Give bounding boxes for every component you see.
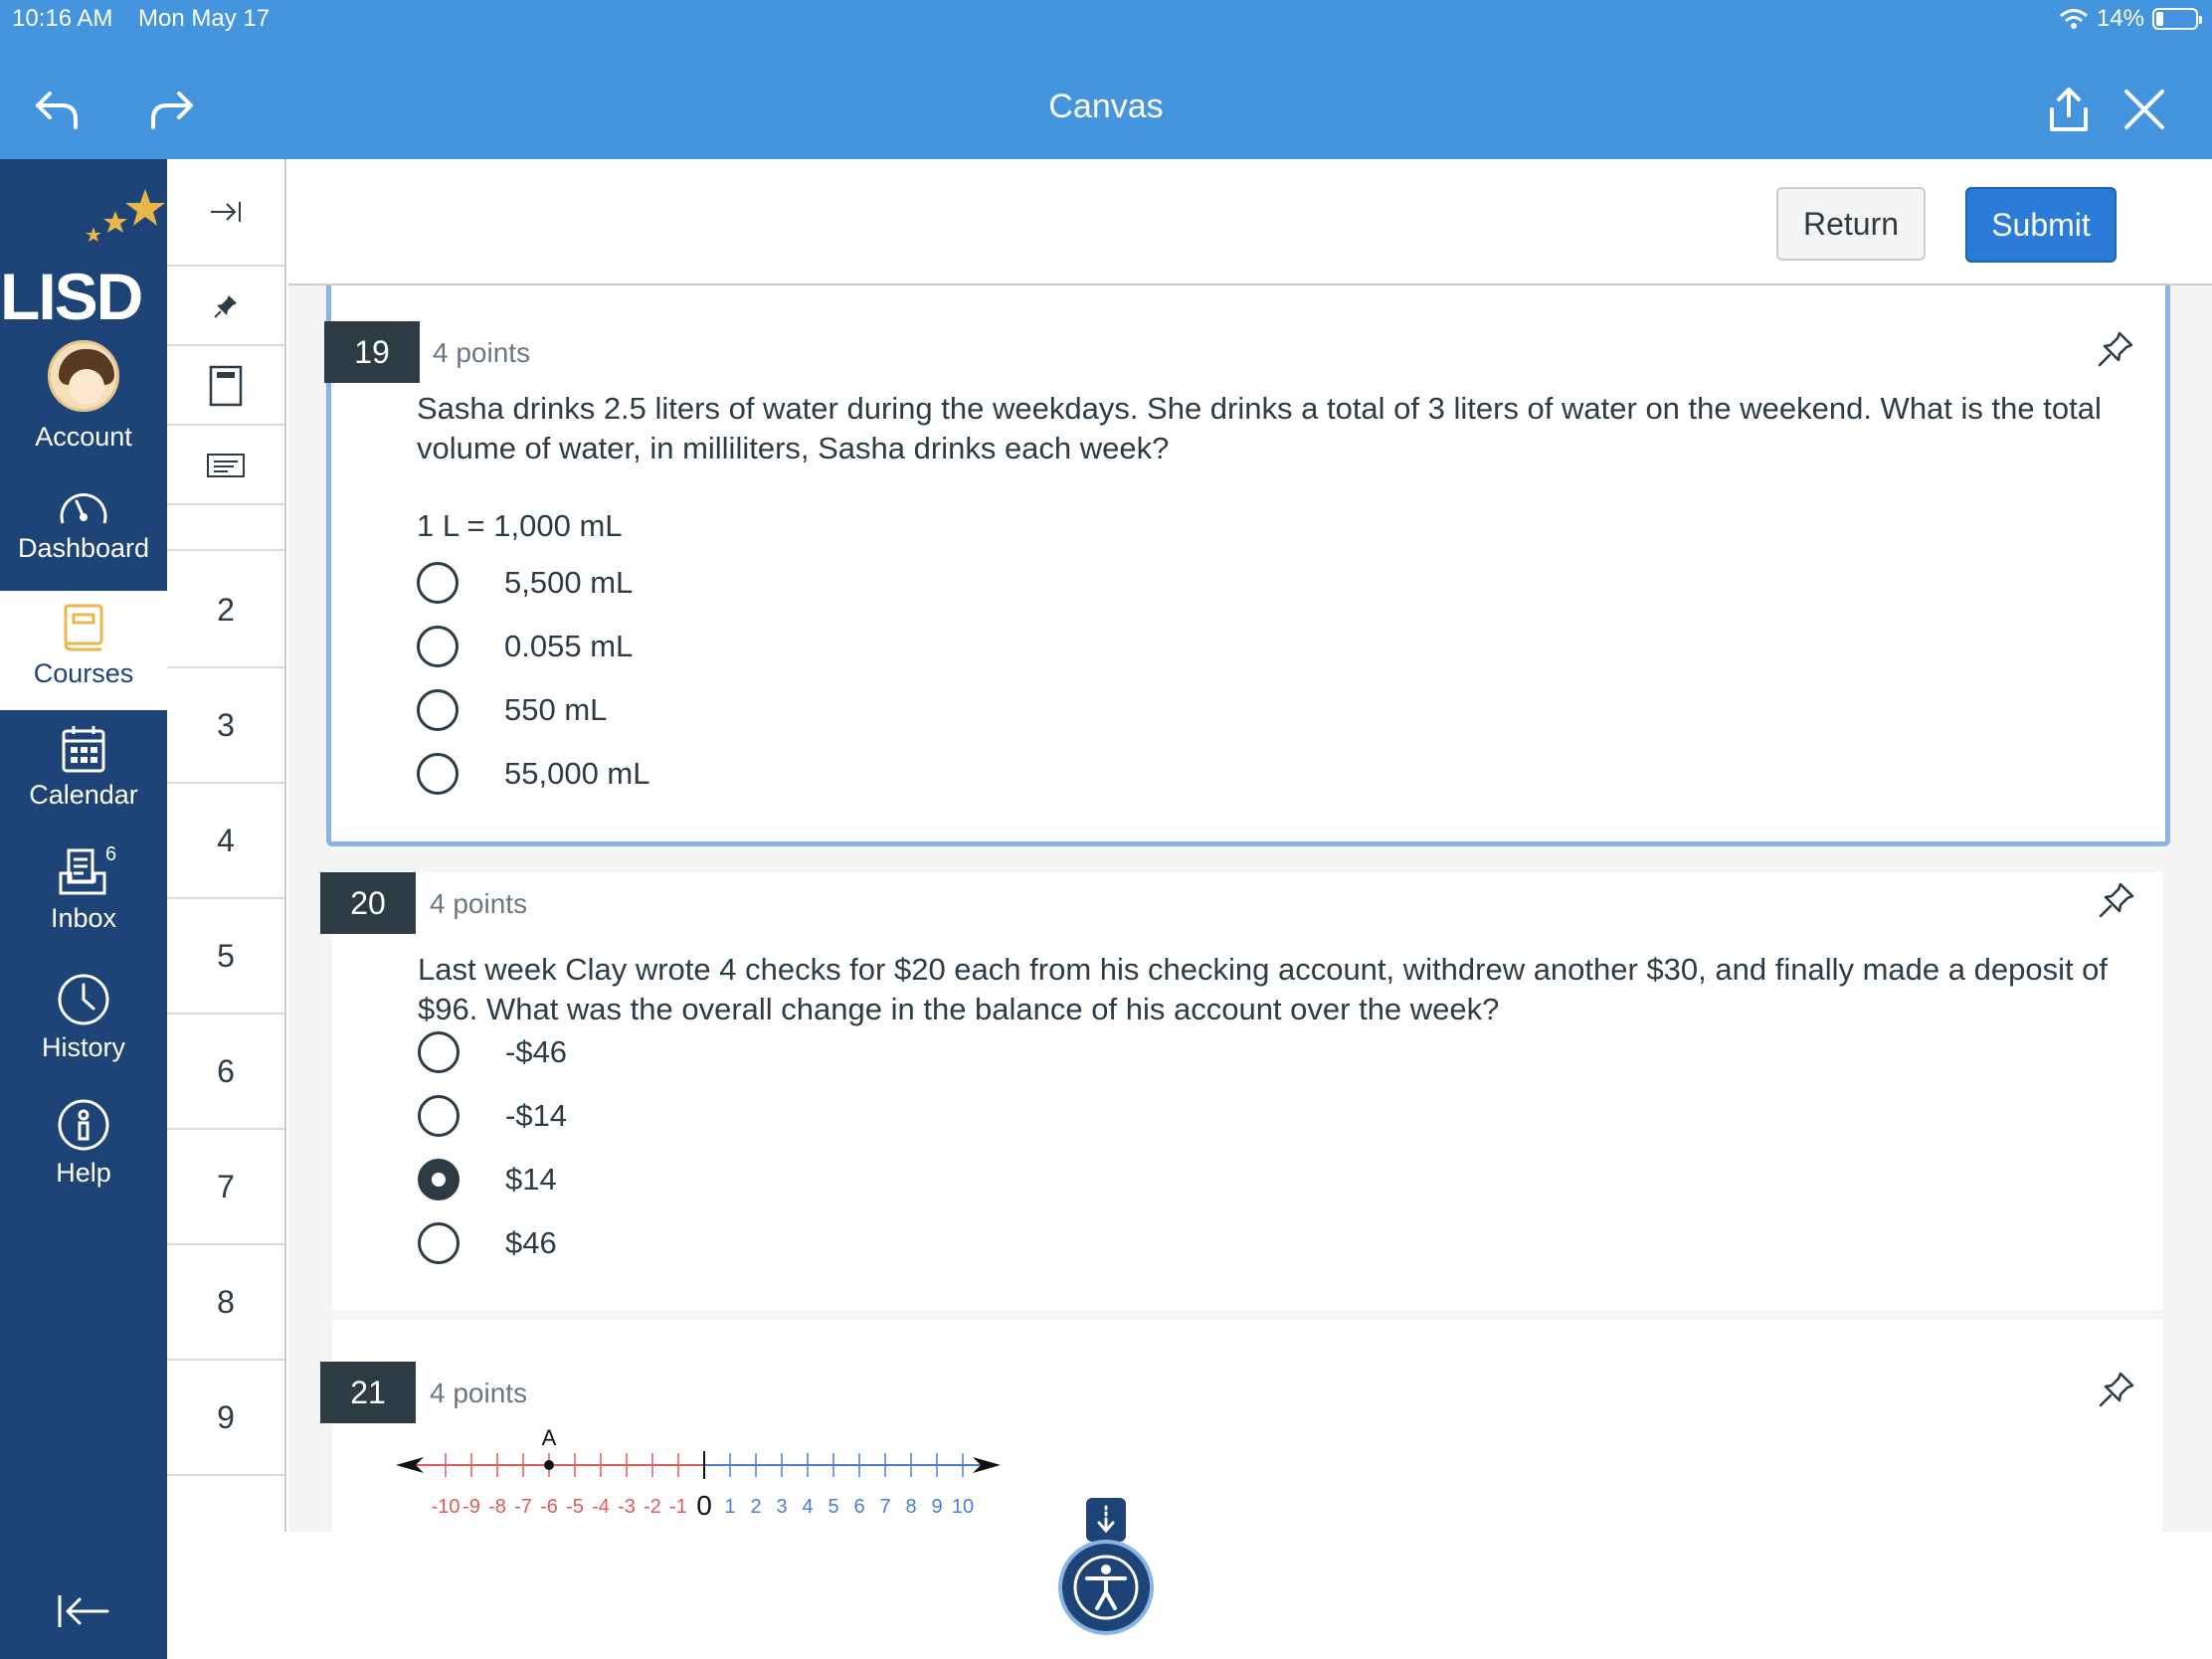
answer-option[interactable] (418, 1031, 567, 1073)
tick-label: -6 (540, 1496, 558, 1518)
tick-label: 5 (828, 1496, 839, 1518)
help-info-icon (57, 1098, 110, 1152)
status-indicators (2059, 5, 2198, 33)
tick-label: -2 (644, 1496, 661, 1518)
radio-button[interactable] (418, 1222, 460, 1264)
expand-right-icon (209, 200, 243, 224)
accessibility-icon (1071, 1553, 1141, 1622)
bottom-area (167, 1532, 2212, 1659)
question-card-21 (332, 1320, 2162, 1532)
arrow-down-icon (1094, 1505, 1118, 1535)
inbox-icon (57, 847, 110, 897)
answer-label: 550 mL (504, 692, 608, 727)
text-lines-icon (206, 453, 246, 478)
dashboard-icon (57, 487, 110, 527)
clock-icon (57, 973, 110, 1026)
nav-inbox-label: Inbox (50, 903, 117, 933)
inbox-badge: 6 (105, 843, 117, 865)
tick-label: -8 (488, 1496, 506, 1518)
pin-icon (213, 293, 239, 319)
expand-index-button[interactable] (167, 159, 284, 267)
tick-label: -10 (431, 1496, 461, 1518)
answer-option[interactable] (418, 1095, 567, 1137)
nav-account[interactable] (0, 340, 167, 453)
quiz-toolbar (288, 159, 2212, 285)
answer-option[interactable] (418, 1222, 557, 1264)
tick-label: 4 (802, 1496, 814, 1518)
point-a-label: A (541, 1429, 557, 1450)
pin-question-button[interactable] (2096, 329, 2135, 369)
nav-calendar[interactable] (0, 724, 167, 811)
stars-icon (0, 181, 167, 261)
answer-option[interactable] (417, 562, 633, 604)
lisd-logo (0, 181, 167, 333)
radio-button-selected[interactable] (418, 1159, 460, 1200)
tick-label: 1 (724, 1496, 736, 1518)
tick-label: -9 (462, 1496, 480, 1518)
question-index-item[interactable]: 3 (167, 668, 284, 784)
question-number: 20 (320, 872, 416, 934)
question-card-19 (326, 285, 2170, 846)
close-icon (2122, 88, 2166, 131)
tick-label: -4 (592, 1496, 610, 1518)
question-points: 4 points (430, 888, 528, 919)
answer-option[interactable] (417, 753, 650, 795)
nav-inbox[interactable] (0, 843, 167, 934)
nav-account-label: Account (35, 422, 132, 452)
question-number: 21 (320, 1362, 416, 1423)
wifi-icon (2059, 8, 2089, 30)
answer-label: -$46 (505, 1034, 568, 1069)
question-note: 1 L = 1,000 mL (417, 508, 623, 543)
pin-outline-icon (2097, 1370, 2136, 1409)
question-index-item[interactable]: 4 (167, 784, 284, 899)
radio-button[interactable] (417, 626, 459, 667)
pinned-filter-button[interactable] (167, 269, 284, 346)
courses-book-icon (62, 603, 105, 652)
calendar-icon (60, 724, 107, 774)
index-spacer (167, 507, 284, 551)
tick-label: 8 (905, 1496, 917, 1518)
question-index-item[interactable]: 9 (167, 1361, 284, 1476)
answer-label: 5,500 mL (504, 565, 634, 600)
pin-outline-icon (2097, 880, 2136, 920)
nav-help-label: Help (56, 1158, 111, 1188)
tick-label: 2 (750, 1496, 762, 1518)
question-index-item[interactable]: 7 (167, 1130, 284, 1245)
radio-button[interactable] (418, 1095, 460, 1137)
collapse-left-icon (56, 1591, 111, 1631)
submit-button[interactable]: Submit (1965, 187, 2117, 263)
battery-icon (2152, 8, 2198, 30)
question-text: Last week Clay wrote 4 checks for $20 each from his checking account, withdrew another $30, and finally made a deposit of $96. What was the overall change in the balance of his account over the week? (418, 952, 2109, 1026)
nav-courses[interactable] (0, 591, 167, 710)
question-text: Sasha drinks 2.5 liters of water during the weekdays. She drinks a total of 3 liters of water on the weekend. What is the total volume of water, in milliliters, Sasha drinks each week? (417, 391, 2102, 465)
questions-scroll-area[interactable] (288, 285, 2212, 1532)
pin-question-button[interactable] (2097, 880, 2136, 920)
nav-help[interactable] (0, 1098, 167, 1189)
avatar (48, 340, 119, 412)
tick-label: 9 (931, 1496, 943, 1518)
tick-label: 10 (951, 1496, 975, 1518)
share-icon (2046, 86, 2092, 133)
nav-dashboard[interactable] (0, 487, 167, 564)
pin-question-button[interactable] (2097, 1370, 2136, 1409)
global-nav (0, 159, 167, 1659)
tick-label: 7 (879, 1496, 891, 1518)
close-button[interactable] (2115, 80, 2174, 139)
status-date: Mon May 17 (138, 5, 271, 32)
answer-label: $14 (505, 1162, 557, 1197)
radio-button[interactable] (417, 562, 459, 604)
nav-history[interactable] (0, 973, 167, 1063)
nav-calendar-label: Calendar (29, 780, 138, 810)
zero-label: 0 (696, 1490, 712, 1521)
answer-label: $46 (505, 1225, 557, 1260)
pin-outline-icon (2096, 329, 2135, 369)
question-index-item[interactable]: 5 (167, 899, 284, 1014)
return-button[interactable]: Return (1776, 187, 1926, 261)
answer-option[interactable] (418, 1159, 557, 1200)
tick-label: -3 (618, 1496, 636, 1518)
question-points: 4 points (430, 1378, 528, 1408)
nav-courses-label: Courses (33, 658, 134, 688)
app-title: Canvas (1048, 88, 1164, 125)
question-index-item[interactable]: 8 (167, 1245, 284, 1361)
answer-label: 55,000 mL (504, 756, 650, 791)
tick-label: -5 (566, 1496, 584, 1518)
status-time: 10:16 AM (12, 5, 113, 32)
text-view-button[interactable] (167, 428, 284, 505)
radio-button[interactable] (417, 753, 459, 795)
question-index-item[interactable]: 6 (167, 1014, 284, 1130)
answer-label: -$14 (505, 1098, 568, 1133)
answer-option[interactable] (417, 626, 633, 667)
nav-history-label: History (41, 1032, 125, 1062)
radio-button[interactable] (417, 689, 459, 731)
nav-dashboard-label: Dashboard (17, 533, 150, 563)
flag-box-icon (209, 365, 243, 407)
question-index-item[interactable]: 2 (167, 553, 284, 668)
share-button[interactable] (2039, 80, 2099, 139)
tick-label: -1 (669, 1496, 687, 1518)
question-number: 19 (324, 321, 420, 383)
point-a-dot (544, 1460, 554, 1470)
battery-percent: 14% (2096, 5, 2144, 32)
question-card-20 (332, 872, 2162, 1310)
question-index (167, 159, 286, 1532)
question-points: 4 points (433, 337, 531, 368)
tick-label: -7 (514, 1496, 532, 1518)
collapse-nav-button[interactable] (56, 1591, 111, 1636)
answer-label: 0.055 mL (504, 629, 634, 663)
accessibility-button[interactable] (1058, 1540, 1154, 1635)
tick-label: 3 (776, 1496, 788, 1518)
unanswered-filter-button[interactable] (167, 348, 284, 426)
tick-label: 6 (853, 1496, 865, 1518)
answer-option[interactable] (417, 689, 607, 731)
browser-header (0, 0, 2212, 159)
radio-button[interactable] (418, 1031, 460, 1073)
jump-down-button[interactable] (1086, 1498, 1126, 1542)
logo-text: LISD (0, 260, 142, 333)
